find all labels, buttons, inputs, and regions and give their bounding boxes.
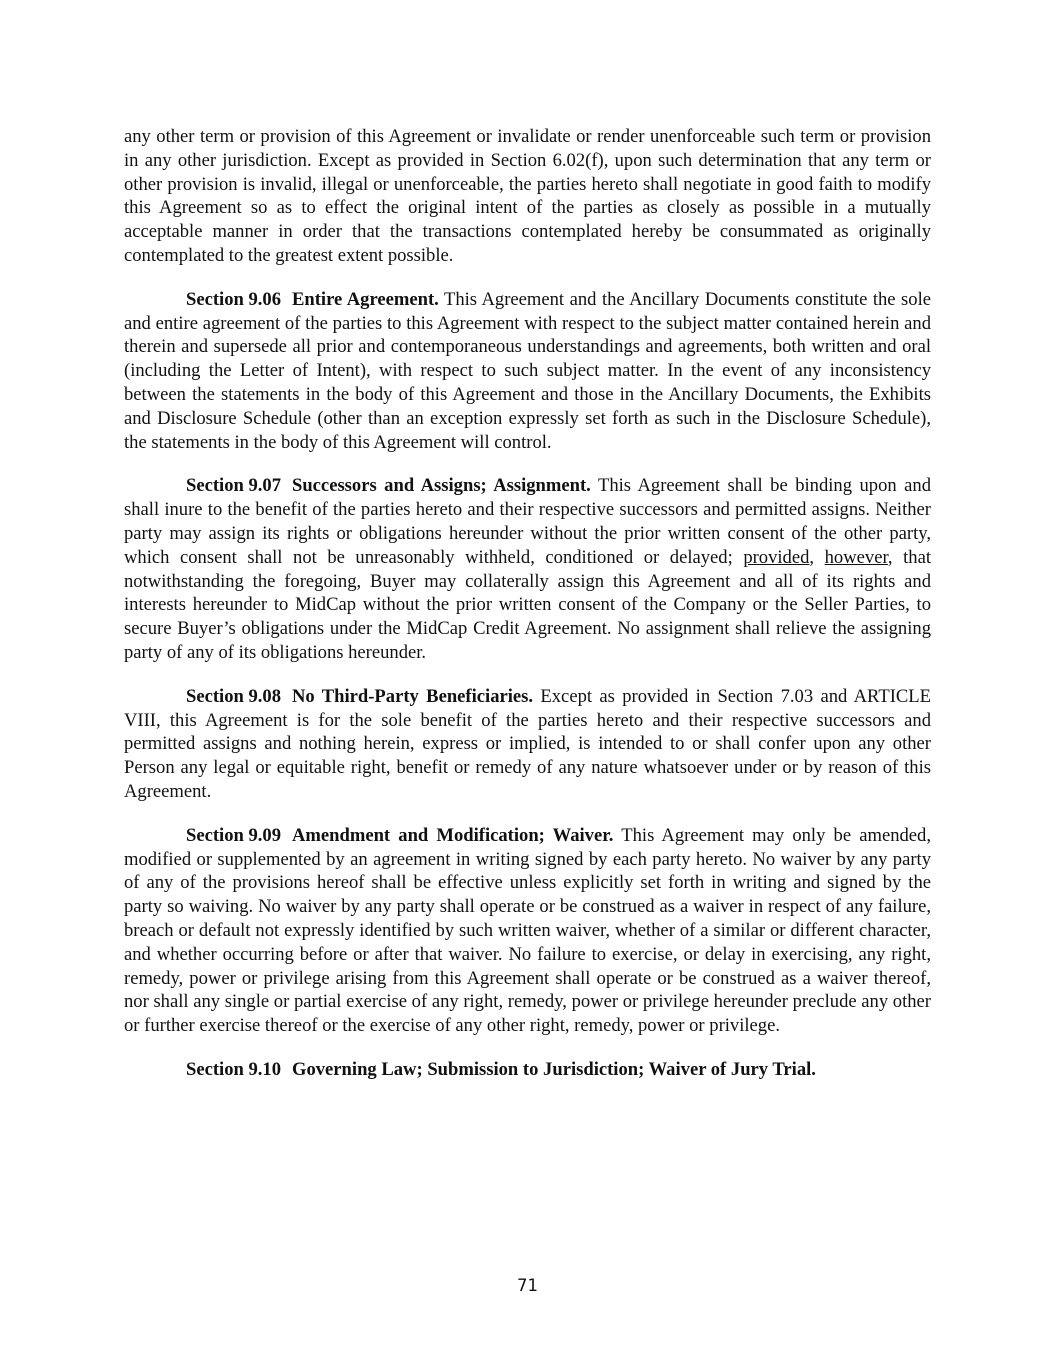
section-body-part-1: This Agreement shall be binding upon and shall inure to the benefit of the parties hereto and their respective successors and permitted assigns. Neither party may assign its rights or obligations hereunder without the prior written consent of the other party, which consent shall not be unreasonably withheld, conditioned or delayed; bbox=[124, 475, 931, 568]
section-title: Entire Agreement. bbox=[292, 288, 439, 310]
page-number: 71 bbox=[517, 1276, 538, 1295]
continuation-paragraph: any other term or provision of this Agreement or invalidate or render unenforceable such term or provision in any other jurisdiction. Except as provided in Section 6.02(f), upon such determination that any term or other provision is invalid, illegal or unenforceable, the parties hereto shall negotiate in good faith to modify this Agreement so as to effect the original intent of the parties as closely as possible in a mutually acceptable manner in order that the transactions contemplated hereby be consummated as originally contemplated to the greatest extent possible. bbox=[124, 126, 931, 266]
separator: , bbox=[809, 546, 825, 568]
section-9-06-heading bbox=[186, 289, 439, 310]
section-body: This Agreement may only be amended, modified or supplemented by an agreement in writing signed by each party hereto. No waiver by any party of any of the provisions hereof shall be effective unless explicitly set forth in writing and signed by the party so waiving. No waiver by any party shall operate or be construed as a waiver in respect of any failure, breach or default not expressly identified by such written waiver, whether of a similar or different character, and whether occurring before or after that waiver. No failure to exercise, or delay in exercising, any right, remedy, power or privilege arising from this Agreement shall operate or be construed as a waiver thereof, nor shall any single or partial exercise of any right, remedy, power or privilege hereunder preclude any other or further exercise thereof or the exercise of any other right, remedy, power or privilege. bbox=[124, 824, 931, 1037]
section-9-07-paragraph bbox=[124, 474, 931, 664]
section-9-07-heading bbox=[186, 475, 591, 496]
document-page bbox=[124, 125, 931, 1082]
section-number: Section 9.08 bbox=[186, 685, 282, 707]
underlined-term-provided: provided bbox=[743, 546, 810, 568]
section-body-part-2: , that notwithstanding the foregoing, Buyer may collaterally assign this Agreement and all of its rights and interests hereunder to MidCap without the prior written consent of the Company or the Seller Parties, to secure Buyer’s obligations under the MidCap Credit Agreement. No assignment shall relieve the assigning party of any of its obligations hereunder. bbox=[124, 546, 931, 663]
section-title: No Third-Party Beneficiaries. bbox=[292, 685, 534, 707]
section-title: Governing Law; Submission to Jurisdiction; Waiver of Jury Trial. bbox=[292, 1058, 816, 1080]
section-title: Successors and Assigns; Assignment. bbox=[292, 475, 591, 497]
section-number: Section 9.10 bbox=[186, 1058, 282, 1080]
section-title: Amendment and Modification; Waiver. bbox=[292, 824, 614, 846]
section-9-10-paragraph bbox=[124, 1058, 931, 1082]
section-body: This Agreement and the Ancillary Documents constitute the sole and entire agreement of the parties to this Agreement with respect to the subject matter contained herein and therein and supersede all prior and contemporaneous understandings and agreements, both written and oral (including the Letter of Intent), with respect to such subject matter. In the event of any inconsistency between the statements in the body of this Agreement and those in the Ancillary Documents, the Exhibits and Disclosure Schedule (other than an exception expressly set forth as such in the Disclosure Schedule), the statements in the body of this Agreement will control. bbox=[124, 288, 931, 453]
section-9-08-heading bbox=[186, 686, 533, 707]
section-body: Except as provided in Section 7.03 and ARTICLE VIII, this Agreement is for the sole benefit of the parties hereto and their respective successors and permitted assigns and nothing herein, express or implied, is intended to or shall confer upon any other Person any legal or equitable right, benefit or remedy of any nature whatsoever under or by reason of this Agreement. bbox=[124, 685, 932, 802]
section-number: Section 9.09 bbox=[186, 824, 282, 846]
section-number: Section 9.06 bbox=[186, 288, 282, 310]
underlined-term-however: however bbox=[824, 546, 888, 568]
section-9-06-paragraph bbox=[124, 288, 931, 455]
section-9-08-paragraph bbox=[124, 685, 931, 804]
section-number: Section 9.07 bbox=[186, 475, 282, 497]
section-9-10-heading bbox=[186, 1059, 816, 1080]
section-9-09-heading bbox=[186, 825, 613, 846]
section-9-09-paragraph bbox=[124, 824, 931, 1038]
